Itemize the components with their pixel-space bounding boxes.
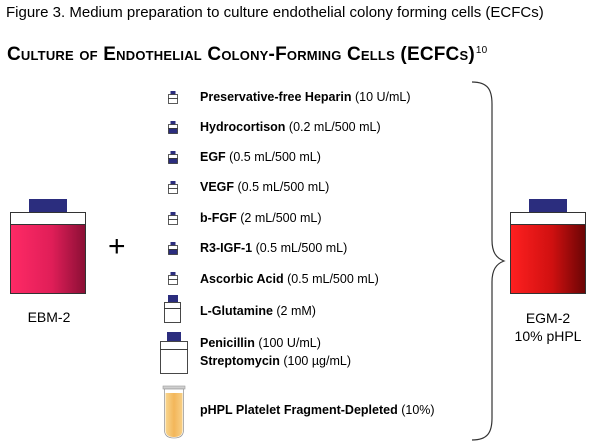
egm2-label-line1: EGM-2 <box>525 310 571 326</box>
supplement-amount: (10 U/mL) <box>351 90 411 104</box>
supplement-amount: (0.5 mL/500 mL) <box>252 241 348 255</box>
egm2-label <box>498 309 598 345</box>
figure-caption: Figure 3. Medium preparation to culture endothelial colony forming cells (ECFCs) <box>6 4 544 21</box>
supplement-vegf <box>200 180 329 194</box>
supplement-penicillin <box>200 336 321 350</box>
bottle-icon <box>165 295 181 323</box>
test-tube-icon <box>163 386 185 438</box>
supplement-name: L-Glutamine <box>200 304 273 318</box>
supplement-amount: (0.2 mL/500 mL) <box>285 120 381 134</box>
supplement-hydrocortison <box>200 120 381 134</box>
vial-icon <box>169 272 178 285</box>
supplement-name: Ascorbic Acid <box>200 272 284 286</box>
egm2-bottle-icon <box>511 199 586 294</box>
egm2-label-line2: 10% pHPL <box>514 328 582 344</box>
supplement-name: b-FGF <box>200 211 237 225</box>
vial-icon <box>169 212 178 225</box>
heading-text: Culture of Endothelial Colony-Forming Cells (ECFCs) <box>7 44 475 65</box>
supplement-name: Penicillin <box>200 336 255 350</box>
supplement-name: Streptomycin <box>200 354 280 368</box>
vial-icon <box>169 181 178 194</box>
supplement-l-glutamine <box>200 304 316 318</box>
vial-icon <box>169 151 178 164</box>
supplement-name: pHPL Platelet Fragment-Depleted <box>200 403 398 417</box>
supplement-egf <box>200 150 321 164</box>
supplement-amount: (0.5 mL/500 mL) <box>283 272 379 286</box>
plus-symbol: + <box>108 230 126 263</box>
supplement-name: EGF <box>200 150 226 164</box>
supplement-amount: (0.5 mL/500 mL) <box>225 150 321 164</box>
supplement-name: VEGF <box>200 180 235 194</box>
ebm2-bottle-icon <box>11 199 86 294</box>
bottle-icon <box>161 332 188 374</box>
supplement-amount: (0.5 mL/500 mL) <box>234 180 330 194</box>
supplement-phpl <box>200 403 435 417</box>
supplement-name: Preservative-free Heparin <box>200 90 352 104</box>
supplement-bfgf <box>200 211 322 225</box>
supplement-amount: (2 mL/500 mL) <box>236 211 322 225</box>
vial-icon <box>169 91 178 104</box>
supplement-streptomycin <box>200 354 351 368</box>
supplement-amount: (10%) <box>397 403 435 417</box>
vial-icon <box>169 121 178 134</box>
supplement-ascorbic-acid <box>200 272 379 286</box>
supplement-amount: (100 U/mL) <box>254 336 321 350</box>
supplement-amount: (100 µg/mL) <box>279 354 352 368</box>
supplement-name: R3-IGF-1 <box>200 241 253 255</box>
supplement-amount: (2 mM) <box>272 304 316 318</box>
brace-shape <box>472 82 504 440</box>
supplement-heparin <box>200 90 411 104</box>
ebm2-label: EBM-2 <box>27 309 71 325</box>
supplement-r3-igf-1 <box>200 241 347 255</box>
supplement-name: Hydrocortison <box>200 120 286 134</box>
reference-number: 10 <box>475 45 488 56</box>
vial-icon <box>169 242 178 255</box>
